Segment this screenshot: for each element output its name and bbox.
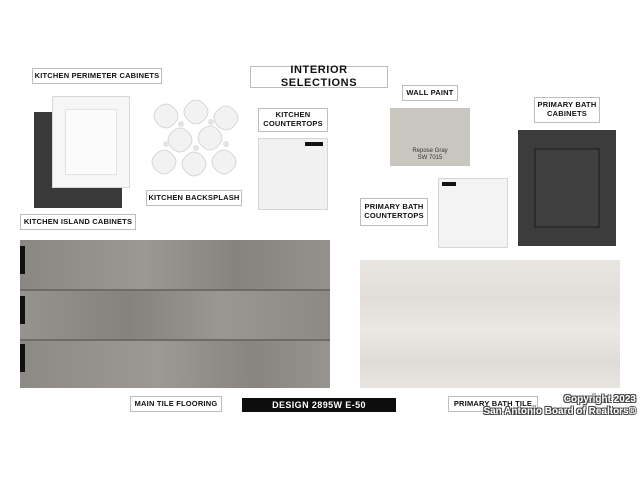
paint-code: SW 7015 [417,155,443,161]
floor-tag-2 [20,296,25,324]
bath-countertop-swatch [438,178,508,248]
floor-plank-3 [20,341,330,388]
kitchen-countertop-swatch [258,138,328,210]
label-main-tile-flooring: MAIN TILE FLOORING [130,396,222,412]
floor-tag-3 [20,344,25,372]
label-kitchen-island-cabinets: KITCHEN ISLAND CABINETS [20,214,136,230]
bath-cabinet-panel [534,148,600,228]
white-cabinet-panel [65,109,117,175]
label-wall-paint: WALL PAINT [402,85,458,101]
backsplash-tile-swatch [148,98,240,184]
copyright-line-2: San Antonio Board of Realtors® [483,406,636,417]
copyright-line-1: Copyright 2023 [563,394,636,405]
label-primary-bath-tile: PRIMARY BATH TILE [448,396,538,412]
label-kitchen-countertops: KITCHEN COUNTERTOPS [258,108,328,132]
label-kitchen-backsplash: KITCHEN BACKSPLASH [146,190,242,206]
label-primary-bath-cabinets: PRIMARY BATH CABINETS [534,97,600,123]
design-code-badge: DESIGN 2895W E-50 [242,398,396,412]
page-title: INTERIOR SELECTIONS [250,66,388,88]
copyright-watermark [483,394,636,418]
label-kitchen-perimeter-cabinets: KITCHEN PERIMETER CABINETS [32,68,162,84]
wall-paint-swatch [390,108,470,166]
main-floor-tile-swatch [20,240,330,388]
floor-tag-1 [20,246,25,274]
paint-name: Repose Gray [412,148,448,154]
white-cabinet-door-swatch [52,96,130,188]
floor-plank-1 [20,240,330,291]
bath-cabinet-door-swatch [518,130,616,246]
floor-plank-2 [20,291,330,341]
label-primary-bath-countertops: PRIMARY BATH COUNTERTOPS [360,198,428,226]
countertop-tag [305,142,323,146]
bath-tile-swatch [360,260,620,388]
bath-countertop-tag [442,182,456,186]
